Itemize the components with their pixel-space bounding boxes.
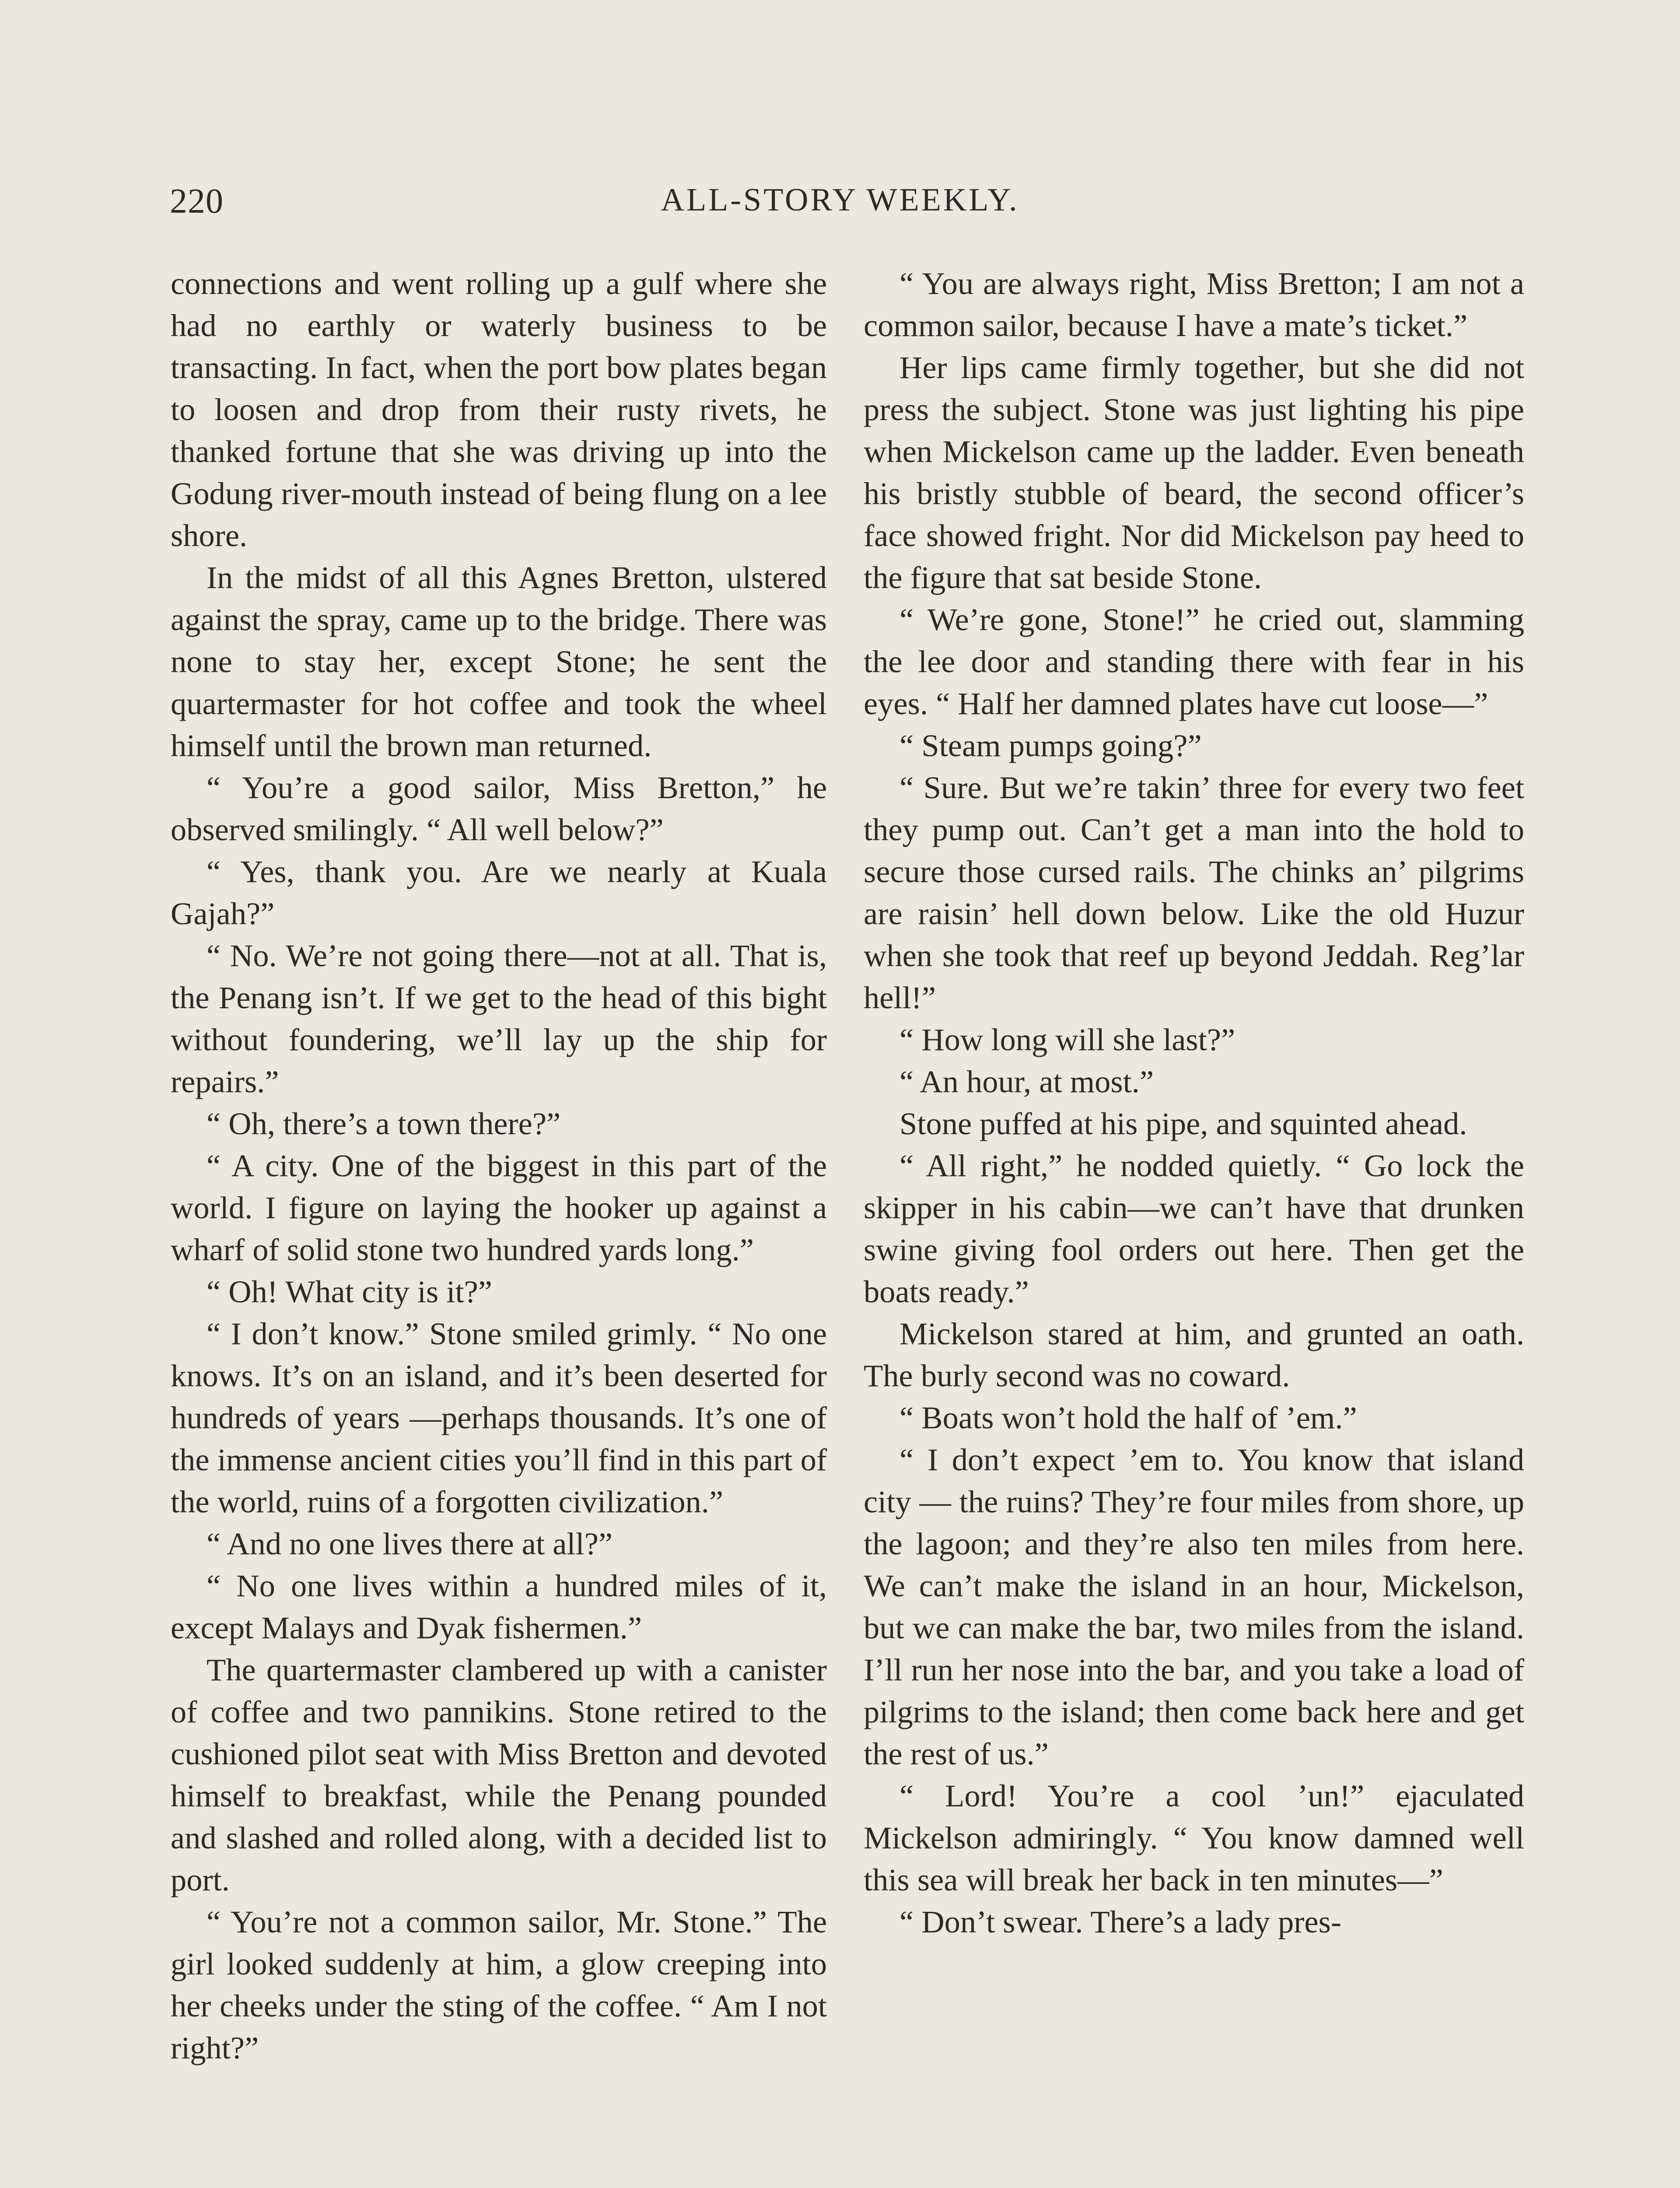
paragraph: “ Steam pumps going?” <box>900 728 1202 763</box>
paragraph: “ You are always right, Miss Bretton; I am not a common sailor, because I have a mate’s ticket.” <box>864 266 1524 343</box>
left-text-column <box>171 263 827 2069</box>
paragraph: Stone puffed at his pipe, and squinted ahead. <box>900 1106 1467 1141</box>
paragraph: “ We’re gone, Stone!” he cried out, slamming the lee door and standing there with fear in his eyes. “ Half her damned plates have cut loose—” <box>864 602 1524 721</box>
paragraph: “ How long will she last?” <box>900 1022 1236 1057</box>
paragraph: “ Lord! You’re a cool ’un!” ejaculated Mickelson admiringly. “ You know damned well this sea will break her back in ten minutes—” <box>864 1778 1524 1897</box>
paragraph: “ You’re not a common sailor, Mr. Stone.” The girl looked suddenly at him, a glow creeping into her cheeks under the sting of the coffee. “ Am I not right?” <box>171 1904 827 2065</box>
running-title: ALL-STORY WEEKLY. <box>661 182 1019 218</box>
page-number: 220 <box>170 182 224 221</box>
paragraph: “ You’re a good sailor, Miss Bretton,” he observed smilingly. “ All well below?” <box>171 770 827 847</box>
paragraph: “ A city. One of the biggest in this part of the world. I figure on laying the hooker up against a wharf of solid stone two hundred yards long.” <box>171 1148 827 1267</box>
paragraph: “ No. We’re not going there—not at all. That is, the Penang isn’t. If we get to the head of this bight without foundering, we’ll lay up the ship for repairs.” <box>171 938 827 1099</box>
paragraph: “ Boats won’t hold the half of ’em.” <box>900 1400 1357 1435</box>
paragraph: “ No one lives within a hundred miles of it, except Malays and Dyak fishermen.” <box>171 1568 827 1645</box>
paragraph: connections and went rolling up a gulf where she had no earthly or waterly business to be transacting. In fact, when the port bow plates began to loosen and drop from their rusty rivets, he thanked fortune that she was driving up into the Godung river-mouth instead of being flung on a lee shore. <box>171 266 827 553</box>
paragraph: “ Don’t swear. There’s a lady pres- <box>900 1904 1341 1939</box>
paragraph: The quartermaster clambered up with a canister of coffee and two pannikins. Stone retired to the cushioned pilot seat with Miss Bretton and devoted himself to breakfast, while the Penang pounded and slashed and rolled along, with a decided list to port. <box>171 1652 827 1897</box>
paragraph: “ An hour, at most.” <box>900 1064 1154 1099</box>
paragraph: Mickelson stared at him, and grunted an oath. The burly second was no coward. <box>864 1316 1524 1393</box>
paragraph: “ Sure. But we’re takin’ three for every two feet they pump out. Can’t get a man into the hold to secure those cursed rails. The chinks an’ pilgrims are raisin’ hell down below. Like the old Huzur when she took that reef up beyond Jeddah. Reg’lar hell!” <box>864 770 1524 1015</box>
right-text-column <box>864 263 1524 1943</box>
paragraph: “ All right,” he nodded quietly. “ Go lock the skipper in his cabin—we can’t have that drunken swine giving fool orders out here. Then get the boats ready.” <box>864 1148 1524 1309</box>
paragraph: “ Yes, thank you. Are we nearly at Kuala Gajah?” <box>171 854 827 931</box>
paragraph: In the midst of all this Agnes Bretton, ulstered against the spray, came up to the bridge. There was none to stay her, except Stone; he sent the quartermaster for hot coffee and took the wheel himself until the brown man returned. <box>171 560 827 763</box>
paragraph: “ Oh, there’s a town there?” <box>206 1106 561 1141</box>
paragraph: “ Oh! What city is it?” <box>206 1274 492 1309</box>
paragraph: “ And no one lives there at all?” <box>206 1526 613 1561</box>
paragraph: “ I don’t expect ’em to. You know that island city — the ruins? They’re four miles from shore, up the lagoon; and they’re also ten miles from here. We can’t make the island in an hour, Mickelson, but we can make the bar, two miles from the island. I’ll run her nose into the bar, and you take a load of pilgrims to the island; then come back here and get the rest of us.” <box>864 1442 1524 1771</box>
paragraph: “ I don’t know.” Stone smiled grimly. “ No one knows. It’s on an island, and it’s been deserted for hundreds of years —perhaps thousands. It’s one of the immense ancient cities you’ll find in this part of the world, ruins of a forgotten civilization.” <box>171 1316 827 1519</box>
paragraph: Her lips came firmly together, but she did not press the subject. Stone was just lighting his pipe when Mickelson came up the ladder. Even beneath his bristly stubble of beard, the second officer’s face showed fright. Nor did Mickelson pay heed to the figure that sat beside Stone. <box>864 350 1524 595</box>
